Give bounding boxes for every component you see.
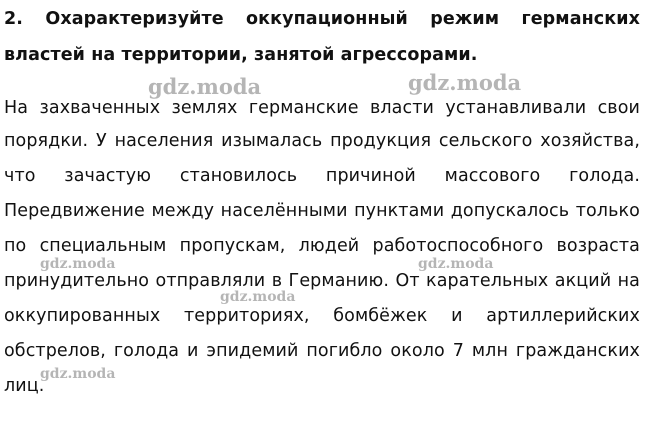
answer-line-6: принудительно отправляли в Германию. От карательных акций на xyxy=(4,271,640,291)
answer-line-7: оккупированных территориях, бомбёжек и артиллерийских xyxy=(4,306,640,326)
watermark: gdz.moda xyxy=(220,289,296,305)
watermark: gdz.moda xyxy=(40,256,116,272)
answer-line-9: лиц. xyxy=(4,376,45,396)
answer-line-3: что зачастую становилось причиной массового голода. xyxy=(4,166,640,186)
watermark: gdz.moda xyxy=(148,74,262,99)
question-heading-line-1: 2. Охарактеризуйте оккупационный режим германских xyxy=(4,9,640,29)
question-heading-line-2: властей на территории, занятой агрессорами. xyxy=(4,45,478,65)
answer-line-2: порядки. У населения изымалась продукция сельского хозяйства, xyxy=(4,131,640,151)
answer-line-4: Передвижение между населёнными пунктами допускалось только xyxy=(4,201,640,221)
watermark: gdz.moda xyxy=(418,256,494,272)
watermark: gdz.moda xyxy=(40,366,116,382)
watermark: gdz.moda xyxy=(408,70,522,95)
answer-line-8: обстрелов, голода и эпидемий погибло около 7 млн гражданских xyxy=(4,341,640,361)
answer-line-5: по специальным пропускам, людей работоспособного возраста xyxy=(4,236,640,256)
answer-line-1: На захваченных землях германские власти устанавливали свои xyxy=(4,98,640,118)
